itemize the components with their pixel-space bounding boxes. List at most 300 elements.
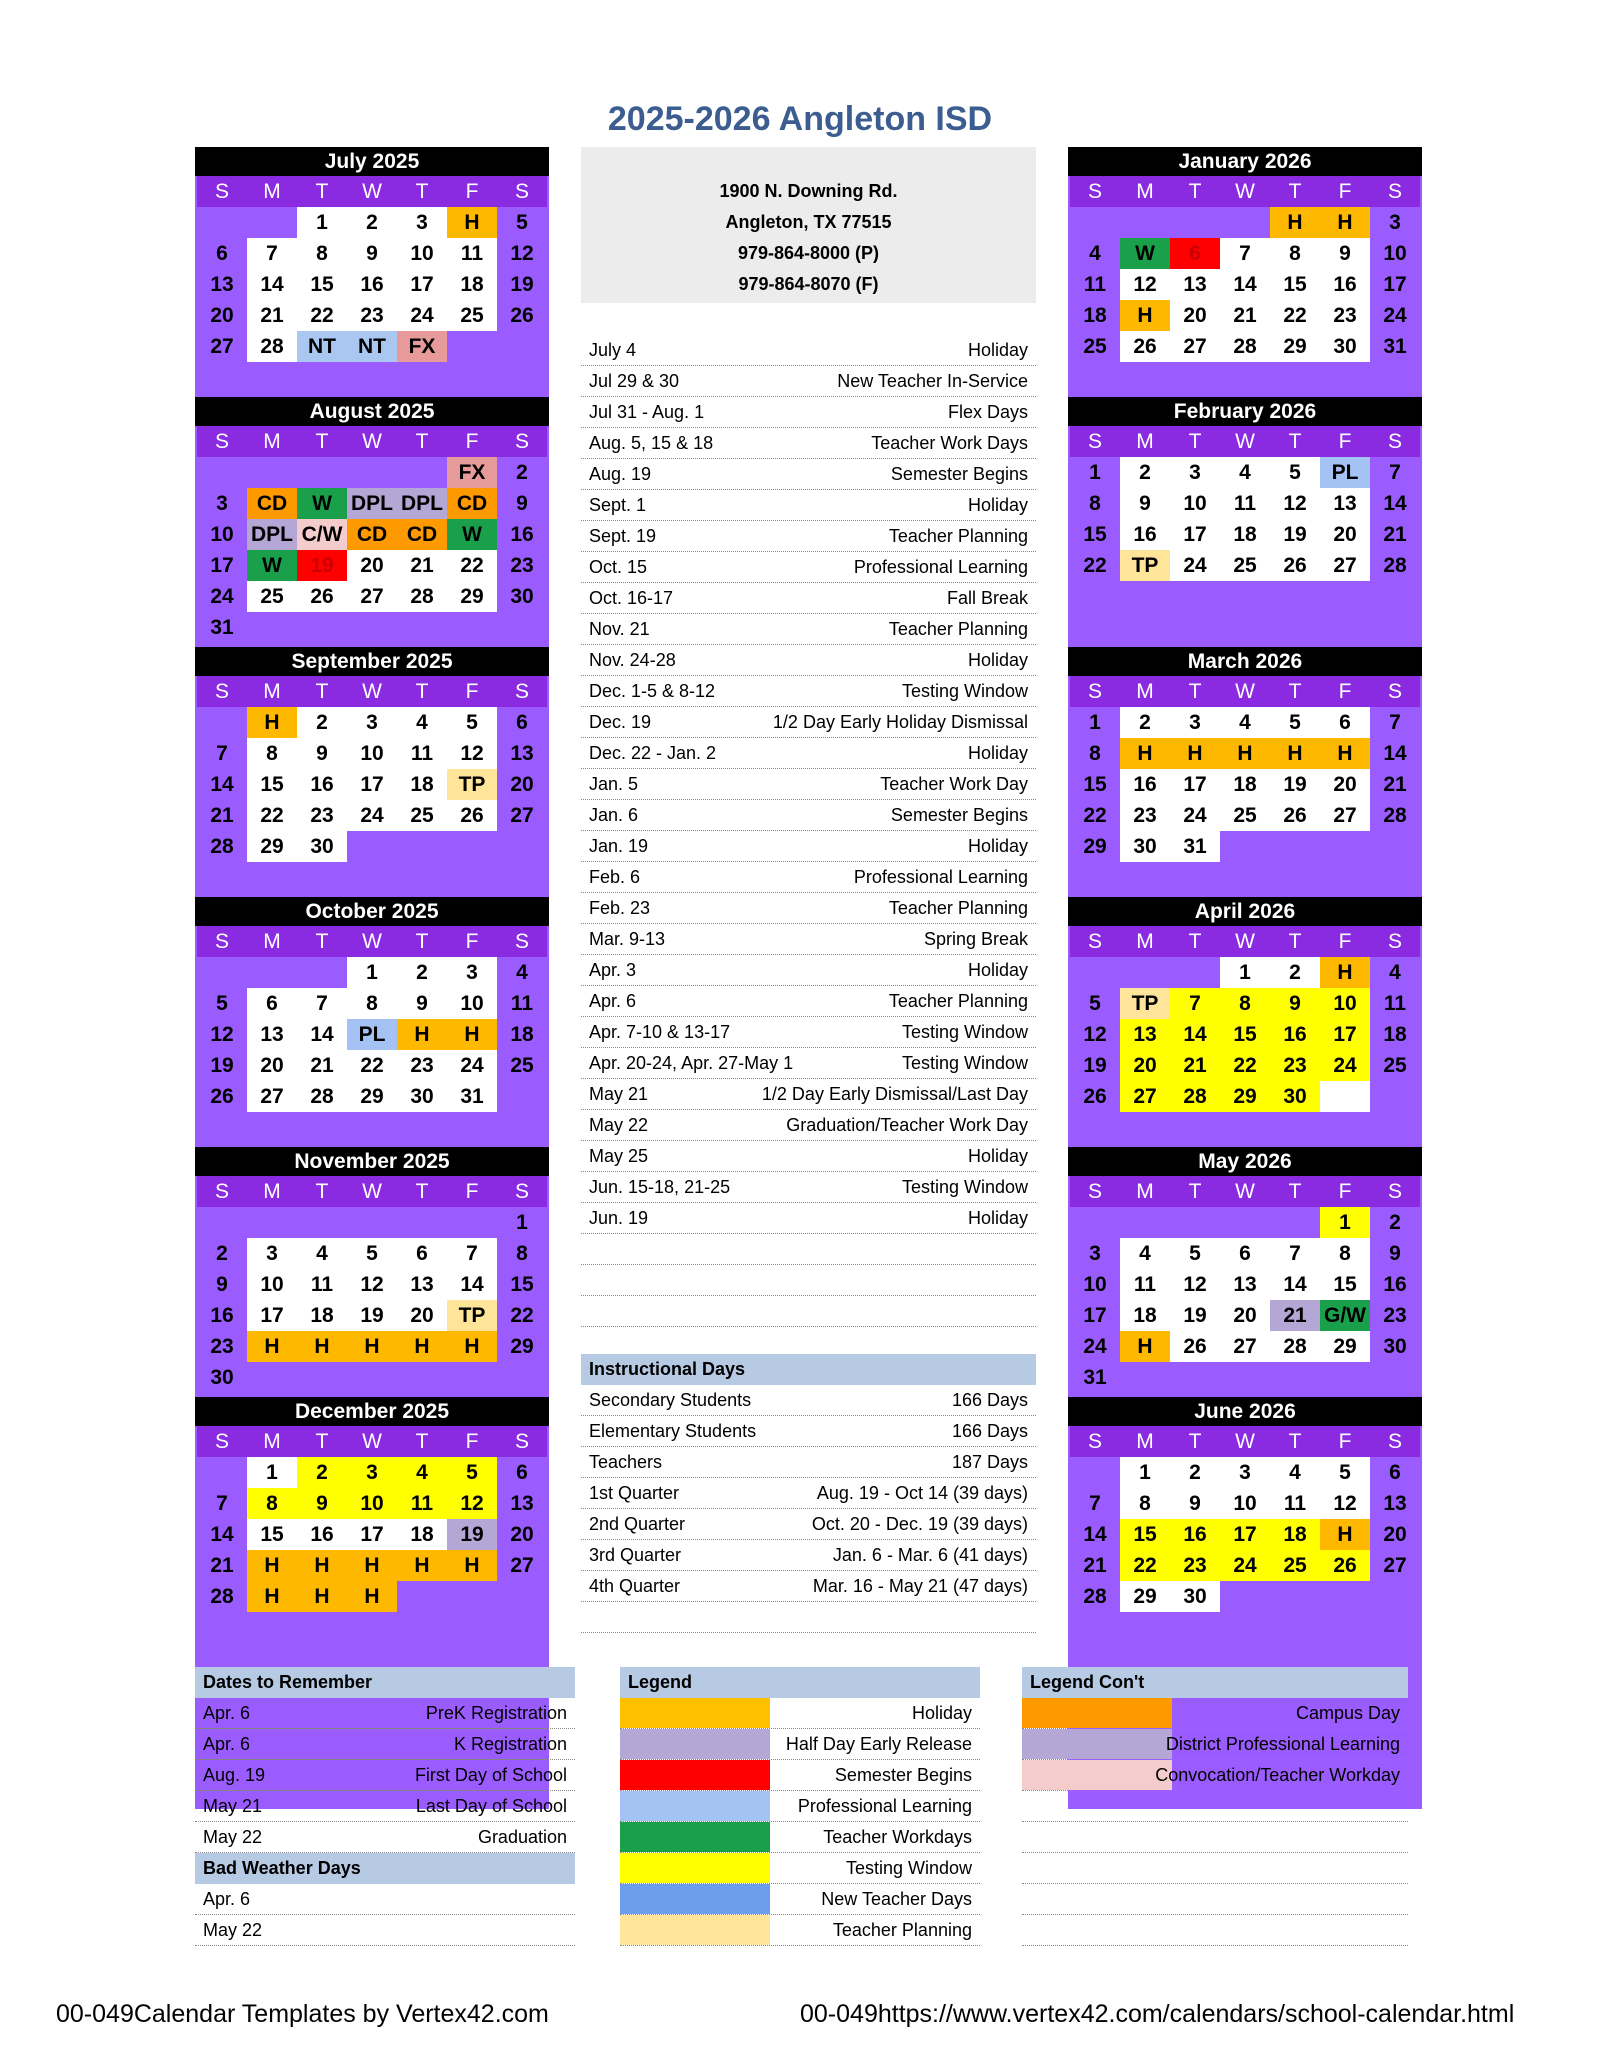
event-row — [581, 645, 1036, 676]
day-cell: 29 — [347, 1081, 397, 1112]
day-cell: 7 — [216, 1492, 228, 1515]
day-cell: 7 — [1389, 461, 1401, 484]
weekday-header: S — [197, 426, 247, 457]
weekday-header: W — [347, 926, 397, 957]
day-cell: 15 — [247, 769, 297, 800]
day-cell: TP — [447, 769, 497, 800]
weekday-header: S — [497, 1426, 547, 1457]
day-cell: 21 — [1383, 773, 1407, 796]
event-description: Holiday — [967, 650, 1028, 670]
event-description: Teacher Planning — [888, 619, 1028, 639]
day-cell: 5 — [347, 1238, 397, 1269]
legend-cont-label: District Professional Learning — [1165, 1734, 1400, 1754]
day-cell: 8 — [247, 1488, 297, 1519]
day-cell: 24 — [1220, 1550, 1270, 1581]
day-cell: 11 — [447, 238, 497, 269]
event-row — [581, 397, 1036, 428]
date-row-label: May 21 — [203, 1796, 263, 1816]
event-description: Holiday — [967, 340, 1028, 360]
event-description: Testing Window — [901, 1022, 1028, 1042]
day-cell: 2 — [1120, 457, 1170, 488]
day-cell: 19 — [347, 1300, 397, 1331]
legend-swatch — [620, 1822, 770, 1852]
weekday-header: W — [1220, 676, 1270, 707]
day-cell: 11 — [297, 1269, 347, 1300]
day-cell: 16 — [1383, 1273, 1407, 1296]
instructional-value: Aug. 19 - Oct 14 (39 days) — [816, 1483, 1028, 1503]
month-title: August 2025 — [195, 397, 549, 426]
day-cell: 1 — [247, 1457, 297, 1488]
weekday-header: F — [1320, 926, 1370, 957]
event-row — [581, 552, 1036, 583]
legend-swatch — [620, 1915, 770, 1945]
date-row-value: Graduation — [477, 1827, 567, 1847]
day-cell: 8 — [1089, 492, 1101, 515]
day-cell: H — [347, 1331, 397, 1362]
event-row — [581, 955, 1036, 986]
weekday-header: S — [1370, 926, 1420, 957]
day-cell: 9 — [297, 1488, 347, 1519]
weekday-header: W — [1220, 176, 1270, 207]
day-cell: 18 — [1270, 1519, 1320, 1550]
event-description: Teacher Planning — [888, 991, 1028, 1011]
event-description: Holiday — [967, 1208, 1028, 1228]
day-cell: PL — [1320, 457, 1370, 488]
day-cell: 3 — [347, 707, 397, 738]
instructional-label: 4th Quarter — [589, 1576, 681, 1596]
date-row — [195, 1791, 575, 1822]
day-cell: 18 — [1383, 1023, 1407, 1046]
day-cell: 1 — [297, 207, 347, 238]
weekday-header: T — [1270, 1176, 1320, 1207]
month-title: September 2025 — [195, 647, 549, 676]
day-cell: 29 — [1120, 1581, 1170, 1612]
weekday-header: S — [497, 1176, 547, 1207]
day-cell: 21 — [1270, 1300, 1320, 1331]
day-cell: 12 — [1170, 1269, 1220, 1300]
event-row — [581, 800, 1036, 831]
day-cell: 17 — [1170, 519, 1220, 550]
day-cell: 14 — [210, 773, 234, 796]
weekday-header: F — [447, 926, 497, 957]
event-row — [581, 1234, 1036, 1265]
day-cell: 8 — [1120, 1488, 1170, 1519]
weekday-header: F — [447, 176, 497, 207]
day-cell: 13 — [1320, 488, 1370, 519]
day-cell: 18 — [397, 1519, 447, 1550]
bad-weather-row-label: May 22 — [203, 1920, 263, 1940]
day-cell: 17 — [210, 554, 234, 577]
day-cell: 5 — [1170, 1238, 1220, 1269]
day-cell: TP — [1120, 988, 1170, 1019]
legend-row — [620, 1822, 980, 1853]
event-row — [581, 335, 1036, 366]
day-cell: 2 — [297, 1457, 347, 1488]
day-cell: 16 — [1270, 1019, 1320, 1050]
day-cell: 6 — [1320, 707, 1370, 738]
day-cell: 5 — [1270, 707, 1320, 738]
weekday-header: S — [1370, 676, 1420, 707]
day-cell: 6 — [216, 242, 228, 265]
day-cell: H — [1220, 738, 1270, 769]
day-cell: 27 — [1320, 800, 1370, 831]
event-date: Aug. 5, 15 & 18 — [589, 433, 714, 453]
event-description: Holiday — [967, 495, 1028, 515]
date-row-label: Aug. 19 — [203, 1765, 266, 1785]
weekday-header: T — [397, 926, 447, 957]
date-row — [195, 1698, 575, 1729]
day-cell: CD — [447, 488, 497, 519]
weekday-header: S — [197, 176, 247, 207]
day-cell: 9 — [1320, 238, 1370, 269]
event-description: Semester Begins — [890, 805, 1028, 825]
bad-weather-row-label: Apr. 6 — [203, 1889, 251, 1909]
weekday-header: S — [1070, 926, 1120, 957]
day-cell: 10 — [1320, 988, 1370, 1019]
day-cell: 11 — [1120, 1269, 1170, 1300]
event-date: Oct. 16-17 — [589, 588, 674, 608]
day-cell: 28 — [1170, 1081, 1220, 1112]
day-cell: 23 — [1170, 1550, 1220, 1581]
month-title: March 2026 — [1068, 647, 1422, 676]
day-cell: 26 — [1120, 331, 1170, 362]
weekday-header: S — [197, 1426, 247, 1457]
month-title: October 2025 — [195, 897, 549, 926]
day-cell: 30 — [1383, 1335, 1407, 1358]
event-date: Sept. 19 — [589, 526, 657, 546]
day-cell: 28 — [247, 331, 297, 362]
weekday-header: T — [1170, 426, 1220, 457]
month-title: January 2026 — [1068, 147, 1422, 176]
instructional-row — [581, 1602, 1036, 1633]
day-cell: 4 — [1220, 457, 1270, 488]
weekday-header: M — [247, 176, 297, 207]
day-cell: 30 — [397, 1081, 447, 1112]
day-cell: 24 — [347, 800, 397, 831]
month-title: May 2026 — [1068, 1147, 1422, 1176]
event-description: Spring Break — [923, 929, 1028, 949]
date-row-label: Apr. 6 — [203, 1734, 251, 1754]
day-cell: 24 — [1383, 304, 1407, 327]
day-cell: 18 — [397, 769, 447, 800]
day-cell: 20 — [347, 550, 397, 581]
legend-cont-row — [1022, 1915, 1408, 1946]
day-cell: 15 — [1120, 1519, 1170, 1550]
weekday-header: M — [247, 1176, 297, 1207]
day-cell: 7 — [1270, 1238, 1320, 1269]
weekday-header: T — [1270, 1426, 1320, 1457]
day-cell: 3 — [1089, 1242, 1101, 1265]
day-cell: 17 — [1383, 273, 1407, 296]
day-cell: 13 — [1383, 1492, 1407, 1515]
legend-cont-row — [1022, 1791, 1408, 1822]
day-cell: 11 — [1270, 1488, 1320, 1519]
day-cell: W — [447, 519, 497, 550]
weekday-header: T — [297, 426, 347, 457]
legend-row — [620, 1760, 980, 1791]
day-cell: H — [447, 1019, 497, 1050]
legend-cont-row — [1022, 1760, 1408, 1791]
day-cell: 13 — [247, 1019, 297, 1050]
day-cell: 28 — [1083, 1585, 1107, 1608]
day-cell: 7 — [1170, 988, 1220, 1019]
day-cell: 23 — [510, 554, 534, 577]
legend-swatch — [620, 1760, 770, 1790]
day-cell: 14 — [1383, 492, 1407, 515]
weekday-header: W — [347, 676, 397, 707]
day-cell: W — [1120, 238, 1170, 269]
day-cell: 29 — [1220, 1081, 1270, 1112]
day-cell: 20 — [1170, 300, 1220, 331]
weekday-header: S — [197, 676, 247, 707]
day-cell: CD — [397, 519, 447, 550]
day-cell: 7 — [1220, 238, 1270, 269]
instructional-value: Oct. 20 - Dec. 19 (39 days) — [811, 1514, 1028, 1534]
day-cell: 14 — [247, 269, 297, 300]
day-cell: 22 — [1083, 554, 1107, 577]
event-row — [581, 1265, 1036, 1296]
legend-label: Holiday — [911, 1703, 972, 1723]
event-date: Jan. 5 — [589, 774, 639, 794]
day-cell: 30 — [1170, 1581, 1220, 1612]
weekday-header: T — [1170, 176, 1220, 207]
day-cell: 17 — [247, 1300, 297, 1331]
day-cell: 7 — [247, 238, 297, 269]
legend-label: New Teacher Days — [821, 1889, 972, 1909]
weekday-header: S — [1070, 176, 1120, 207]
weekday-header: S — [1370, 1426, 1420, 1457]
day-cell: 16 — [297, 769, 347, 800]
day-cell: DPL — [397, 488, 447, 519]
legend-cont-row — [1022, 1853, 1408, 1884]
day-cell: 2 — [297, 707, 347, 738]
day-cell: H — [447, 1550, 497, 1581]
event-row — [581, 676, 1036, 707]
day-cell: 27 — [347, 581, 397, 612]
weekday-header: T — [1270, 176, 1320, 207]
day-cell: 22 — [1120, 1550, 1170, 1581]
day-cell: 3 — [447, 957, 497, 988]
event-date: Jul 31 - Aug. 1 — [589, 402, 705, 422]
day-cell: 1 — [516, 1211, 528, 1234]
day-cell: 25 — [1220, 550, 1270, 581]
legend-cont-header: Legend Con't — [1022, 1667, 1408, 1698]
weekday-header: W — [1220, 426, 1270, 457]
day-cell: 22 — [297, 300, 347, 331]
day-cell: H — [1320, 957, 1370, 988]
weekday-header: F — [447, 426, 497, 457]
day-cell: 31 — [210, 616, 234, 639]
day-cell: 27 — [210, 335, 234, 358]
day-cell: 14 — [447, 1269, 497, 1300]
day-cell: H — [1270, 738, 1320, 769]
day-cell: 29 — [1320, 1331, 1370, 1362]
day-cell: 12 — [1270, 488, 1320, 519]
day-cell: 18 — [447, 269, 497, 300]
day-cell: 2 — [1170, 1457, 1220, 1488]
legend-cont-row — [1022, 1822, 1408, 1853]
instructional-row — [581, 1509, 1036, 1540]
day-cell: 8 — [247, 738, 297, 769]
day-cell: 9 — [1270, 988, 1320, 1019]
weekday-header: W — [1220, 926, 1270, 957]
event-date: Feb. 6 — [589, 867, 641, 887]
event-description: Professional Learning — [853, 557, 1028, 577]
day-cell: 3 — [397, 207, 447, 238]
day-cell: 16 — [1120, 519, 1170, 550]
day-cell: 27 — [1120, 1081, 1170, 1112]
event-row — [581, 862, 1036, 893]
event-date: Aug. 19 — [589, 464, 652, 484]
weekday-header: T — [1170, 926, 1220, 957]
day-cell: 10 — [447, 988, 497, 1019]
event-row — [581, 1079, 1036, 1110]
event-row — [581, 738, 1036, 769]
day-cell: 15 — [1220, 1019, 1270, 1050]
weekday-header: S — [1370, 176, 1420, 207]
day-cell: 26 — [510, 304, 534, 327]
day-cell: 25 — [1083, 335, 1107, 358]
legend-cont-label: Convocation/Teacher Workday — [1155, 1765, 1400, 1785]
day-cell: 23 — [297, 800, 347, 831]
event-date: Apr. 6 — [589, 991, 637, 1011]
event-row — [581, 893, 1036, 924]
weekday-header: S — [197, 926, 247, 957]
day-cell: 25 — [1270, 1550, 1320, 1581]
day-cell: W — [247, 550, 297, 581]
day-cell: 12 — [210, 1023, 234, 1046]
event-description: Graduation/Teacher Work Day — [786, 1115, 1028, 1135]
day-cell: 6 — [516, 1461, 528, 1484]
day-cell: 6 — [247, 988, 297, 1019]
day-cell: 22 — [1083, 804, 1107, 827]
event-row — [581, 769, 1036, 800]
weekday-header: F — [447, 676, 497, 707]
month-title: February 2026 — [1068, 397, 1422, 426]
event-row — [581, 583, 1036, 614]
day-cell: 9 — [347, 238, 397, 269]
day-cell: W — [297, 488, 347, 519]
month-title: November 2025 — [195, 1147, 549, 1176]
day-cell: 20 — [1383, 1523, 1407, 1546]
day-cell: 20 — [210, 304, 234, 327]
weekday-header: T — [397, 676, 447, 707]
day-cell: 31 — [1383, 335, 1407, 358]
day-cell: H — [447, 207, 497, 238]
event-row — [581, 366, 1036, 397]
day-cell: G/W — [1320, 1300, 1370, 1331]
weekday-header: T — [297, 176, 347, 207]
day-cell: 6 — [1389, 1461, 1401, 1484]
footer-left: 00-049Calendar Templates by Vertex42.com — [56, 2000, 549, 2028]
day-cell: 21 — [1220, 300, 1270, 331]
day-cell: C/W — [297, 519, 347, 550]
instructional-value: 166 Days — [951, 1390, 1028, 1410]
district-address-box — [581, 147, 1036, 303]
phone-line: 979-864-8000 (P) — [737, 243, 880, 263]
day-cell: 17 — [347, 1519, 397, 1550]
day-cell: 10 — [1083, 1273, 1107, 1296]
day-cell: 2 — [347, 207, 397, 238]
day-cell: 11 — [510, 992, 534, 1015]
event-row — [581, 614, 1036, 645]
day-cell: 20 — [510, 773, 534, 796]
event-date: Nov. 21 — [589, 619, 650, 639]
day-cell: 16 — [210, 1304, 234, 1327]
day-cell: 15 — [1320, 1269, 1370, 1300]
day-cell: 7 — [1089, 1492, 1101, 1515]
day-cell: 4 — [1089, 242, 1101, 265]
day-cell: 19 — [1270, 769, 1320, 800]
month-title: April 2026 — [1068, 897, 1422, 926]
day-cell: 17 — [397, 269, 447, 300]
day-cell: 10 — [1170, 488, 1220, 519]
day-cell: 21 — [1383, 523, 1407, 546]
bad-weather-row — [195, 1915, 575, 1946]
day-cell: 17 — [1083, 1304, 1107, 1327]
event-row — [581, 521, 1036, 552]
day-cell: 22 — [510, 1304, 534, 1327]
day-cell: 27 — [247, 1081, 297, 1112]
day-cell: 19 — [447, 1519, 497, 1550]
day-cell: 24 — [1170, 800, 1220, 831]
event-description: 1/2 Day Early Holiday Dismissal — [772, 712, 1028, 732]
day-cell: 18 — [510, 1023, 534, 1046]
day-cell: 27 — [1170, 331, 1220, 362]
event-date: Feb. 23 — [589, 898, 651, 918]
event-row — [581, 1048, 1036, 1079]
weekday-header: T — [297, 926, 347, 957]
day-cell: 16 — [347, 269, 397, 300]
day-cell: 25 — [510, 1054, 534, 1077]
day-cell: 12 — [447, 738, 497, 769]
legend-row — [620, 1729, 980, 1760]
day-cell: 16 — [1120, 769, 1170, 800]
weekday-header: T — [297, 1426, 347, 1457]
day-cell: H — [1170, 738, 1220, 769]
day-cell: 30 — [1320, 331, 1370, 362]
day-cell: 4 — [397, 707, 447, 738]
weekday-header: S — [1070, 1426, 1120, 1457]
day-cell: 15 — [247, 1519, 297, 1550]
legend-row — [620, 1698, 980, 1729]
day-cell: 10 — [247, 1269, 297, 1300]
day-cell: H — [1120, 1331, 1170, 1362]
day-cell: 24 — [447, 1050, 497, 1081]
day-cell: 11 — [1383, 992, 1407, 1015]
legend-cont-row — [1022, 1729, 1408, 1760]
day-cell: 23 — [397, 1050, 447, 1081]
day-cell: 9 — [397, 988, 447, 1019]
date-row-value: Last Day of School — [415, 1796, 567, 1816]
weekday-header: T — [1170, 1176, 1220, 1207]
day-cell: 20 — [1220, 1300, 1270, 1331]
weekday-header: W — [347, 1426, 397, 1457]
event-description: Flex Days — [947, 402, 1028, 422]
event-date: Jun. 19 — [589, 1208, 649, 1228]
day-cell: H — [397, 1331, 447, 1362]
day-cell: 24 — [1170, 550, 1220, 581]
day-cell: H — [1120, 300, 1170, 331]
day-cell: 24 — [397, 300, 447, 331]
address-line: 1900 N. Downing Rd. — [719, 181, 898, 201]
day-cell: 1 — [1120, 1457, 1170, 1488]
city-line: Angleton, TX 77515 — [725, 212, 892, 232]
day-cell: 6 — [397, 1238, 447, 1269]
weekday-header: W — [347, 426, 397, 457]
weekday-header: M — [1120, 1426, 1170, 1457]
day-cell: 14 — [1220, 269, 1270, 300]
